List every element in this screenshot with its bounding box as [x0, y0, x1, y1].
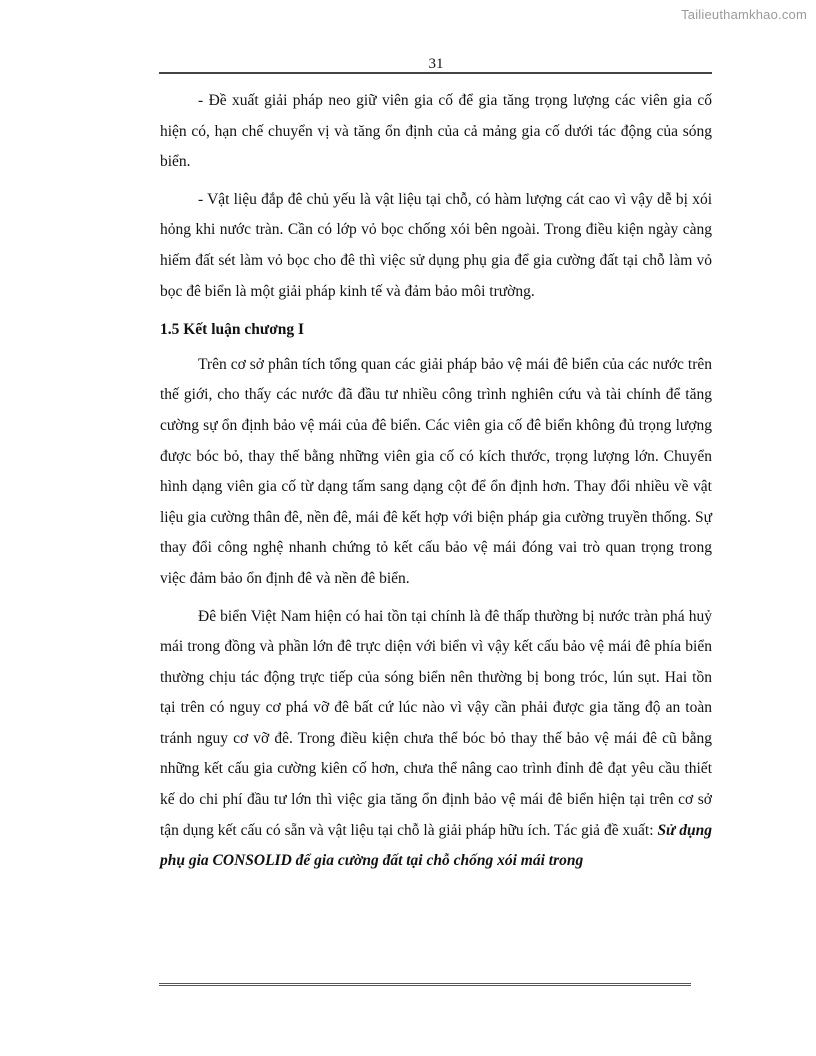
- section-heading: 1.5 Kết luận chương I: [160, 321, 305, 339]
- paragraph-dike-material: - Vật liệu đắp đê chủ yếu là vật liệu tại chỗ, có hàm lượng cát cao vì vậy dễ bị xói hỏng khi nước tràn. Cần có lớp vỏ bọc chống xói bên ngoài. Trong điều kiện ngày càng hiếm đất sét làm vỏ bọc cho đê thì việc sử dụng phụ gia để gia cường đất tại chỗ làm vỏ bọc đê biển là một giải pháp kinh tế và đảm bảo môi trường.: [160, 190, 712, 300]
- page-number: 31: [428, 56, 444, 72]
- emphasis-proposal: Sử dụng phụ gia CONSOLID để gia cường đất tại chỗ chống xói mái trong: [160, 821, 712, 870]
- document-body: [160, 86, 712, 877]
- paragraph-vietnam-dikes-text: Đê biển Việt Nam hiện có hai tồn tại chính là đê thấp thường bị nước tràn phá huỷ mái trong đồng và phần lớn đê trực diện với biển vì vậy kết cấu bảo vệ mái đê phía biển thường chịu tác động trực tiếp của sóng biển nên thường bị bong tróc, lún sụt. Hai tồn tại trên có nguy cơ phá vỡ đê bất cứ lúc nào vì vậy cần phải được gia tăng độ an toàn tránh nguy cơ vỡ đê. Trong điều kiện chưa thể bóc bỏ thay thế bảo vệ mái đê cũ bằng những kết cấu gia cường kiên cố hơn, chưa thể nâng cao trình đỉnh đê đạt yêu cầu thiết kế do chi phí đầu tư lớn thì việc gia tăng ổn định bảo vệ mái đê biển hiện tại trên cơ sở tận dụng kết cấu có sẵn và vật liệu tại chỗ là giải pháp hữu ích. Tác giả đề xuất:: [160, 607, 712, 839]
- watermark-text: Tailieuthamkhao.com: [681, 7, 807, 22]
- paragraph-vietnam-dikes: [160, 602, 712, 877]
- paragraph-anchoring-solution: - Đề xuất giải pháp neo giữ viên gia cố để gia tăng trọng lượng các viên gia cố hiện có, hạn chế chuyển vị và tăng ổn định của cả mảng gia cố dưới tác động của sóng biển.: [160, 92, 712, 171]
- footer-rule: [159, 983, 691, 986]
- paragraph-conclusion-overview: Trên cơ sở phân tích tổng quan các giải pháp bảo vệ mái đê biển của các nước trên thế giới, cho thấy các nước đã đầu tư nhiều công trình nghiên cứu và tài chính để tăng cường sự ổn định bảo vệ mái của đê biển. Các viên gia cố đê biển không đủ trọng lượng được bóc bỏ, thay thế bằng những viên gia cố có kích thước, trọng lượng lớn. Chuyển hình dạng viên gia cố từ dạng tấm sang dạng cột để ổn định hơn. Thay đổi nhiều về vật liệu gia cường thân đê, nền đê, mái đê kết hợp với biện pháp gia cường truyền thống. Sự thay đổi công nghệ nhanh chứng tỏ kết cấu bảo vệ mái đóng vai trò quan trọng trong việc đảm bảo ổn định đê và nền đê biển.: [160, 355, 712, 587]
- header-rule: [159, 72, 712, 74]
